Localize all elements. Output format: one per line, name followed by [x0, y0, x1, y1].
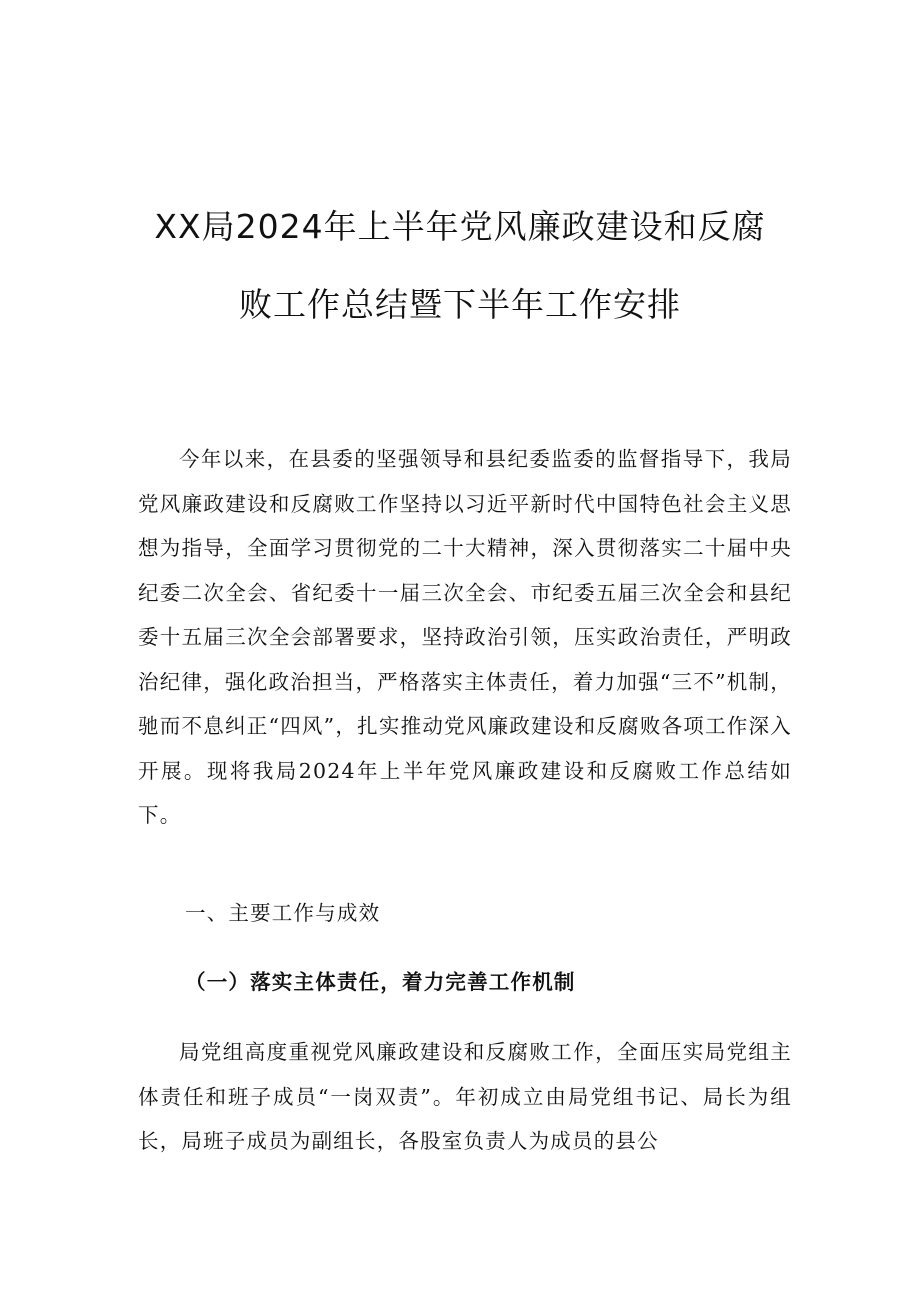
intro-paragraph: 今年以来，在县委的坚强领导和县纪委监委的监督指导下，我局党风廉政建设和反腐败工作坚持以习近平新时代中国特色社会主义思想为指导，全面学习贯彻党的二十大精神，深入贯彻落实二十届中央纪委二次全会、省纪委十一届三次全会、市纪委五届三次全会和县纪委十五届三次全会部署要求，坚持政治引领，压实政治责任，严明政治纪律，强化政治担当，严格落实主体责任，着力加强“三不”机制，驰而不息纠正“四风”，扎实推动党风廉政建设和反腐败各项工作深入开展。现将我局2024年上半年党风廉政建设和反腐败工作总结如下。	[138, 447, 792, 827]
section-heading-main-work: 一、主要工作与成效	[185, 901, 381, 925]
title-line-2: 败工作总结暨下半年工作安排	[239, 285, 681, 324]
title-line-1: XX局2024年上半年党风廉政建设和反腐	[154, 207, 766, 246]
subsection-paragraph: 局党组高度重视党风廉政建设和反腐败工作，全面压实局党组主体责任和班子成员“一岗双责”。年初成立由局党组书记、局长为组长，局班子成员为副组长，各股室负责人为成员的县公	[138, 1040, 792, 1153]
document-title	[110, 188, 810, 344]
subsection-heading-responsibility: （一）落实主体责任，着力完善工作机制	[185, 970, 576, 994]
